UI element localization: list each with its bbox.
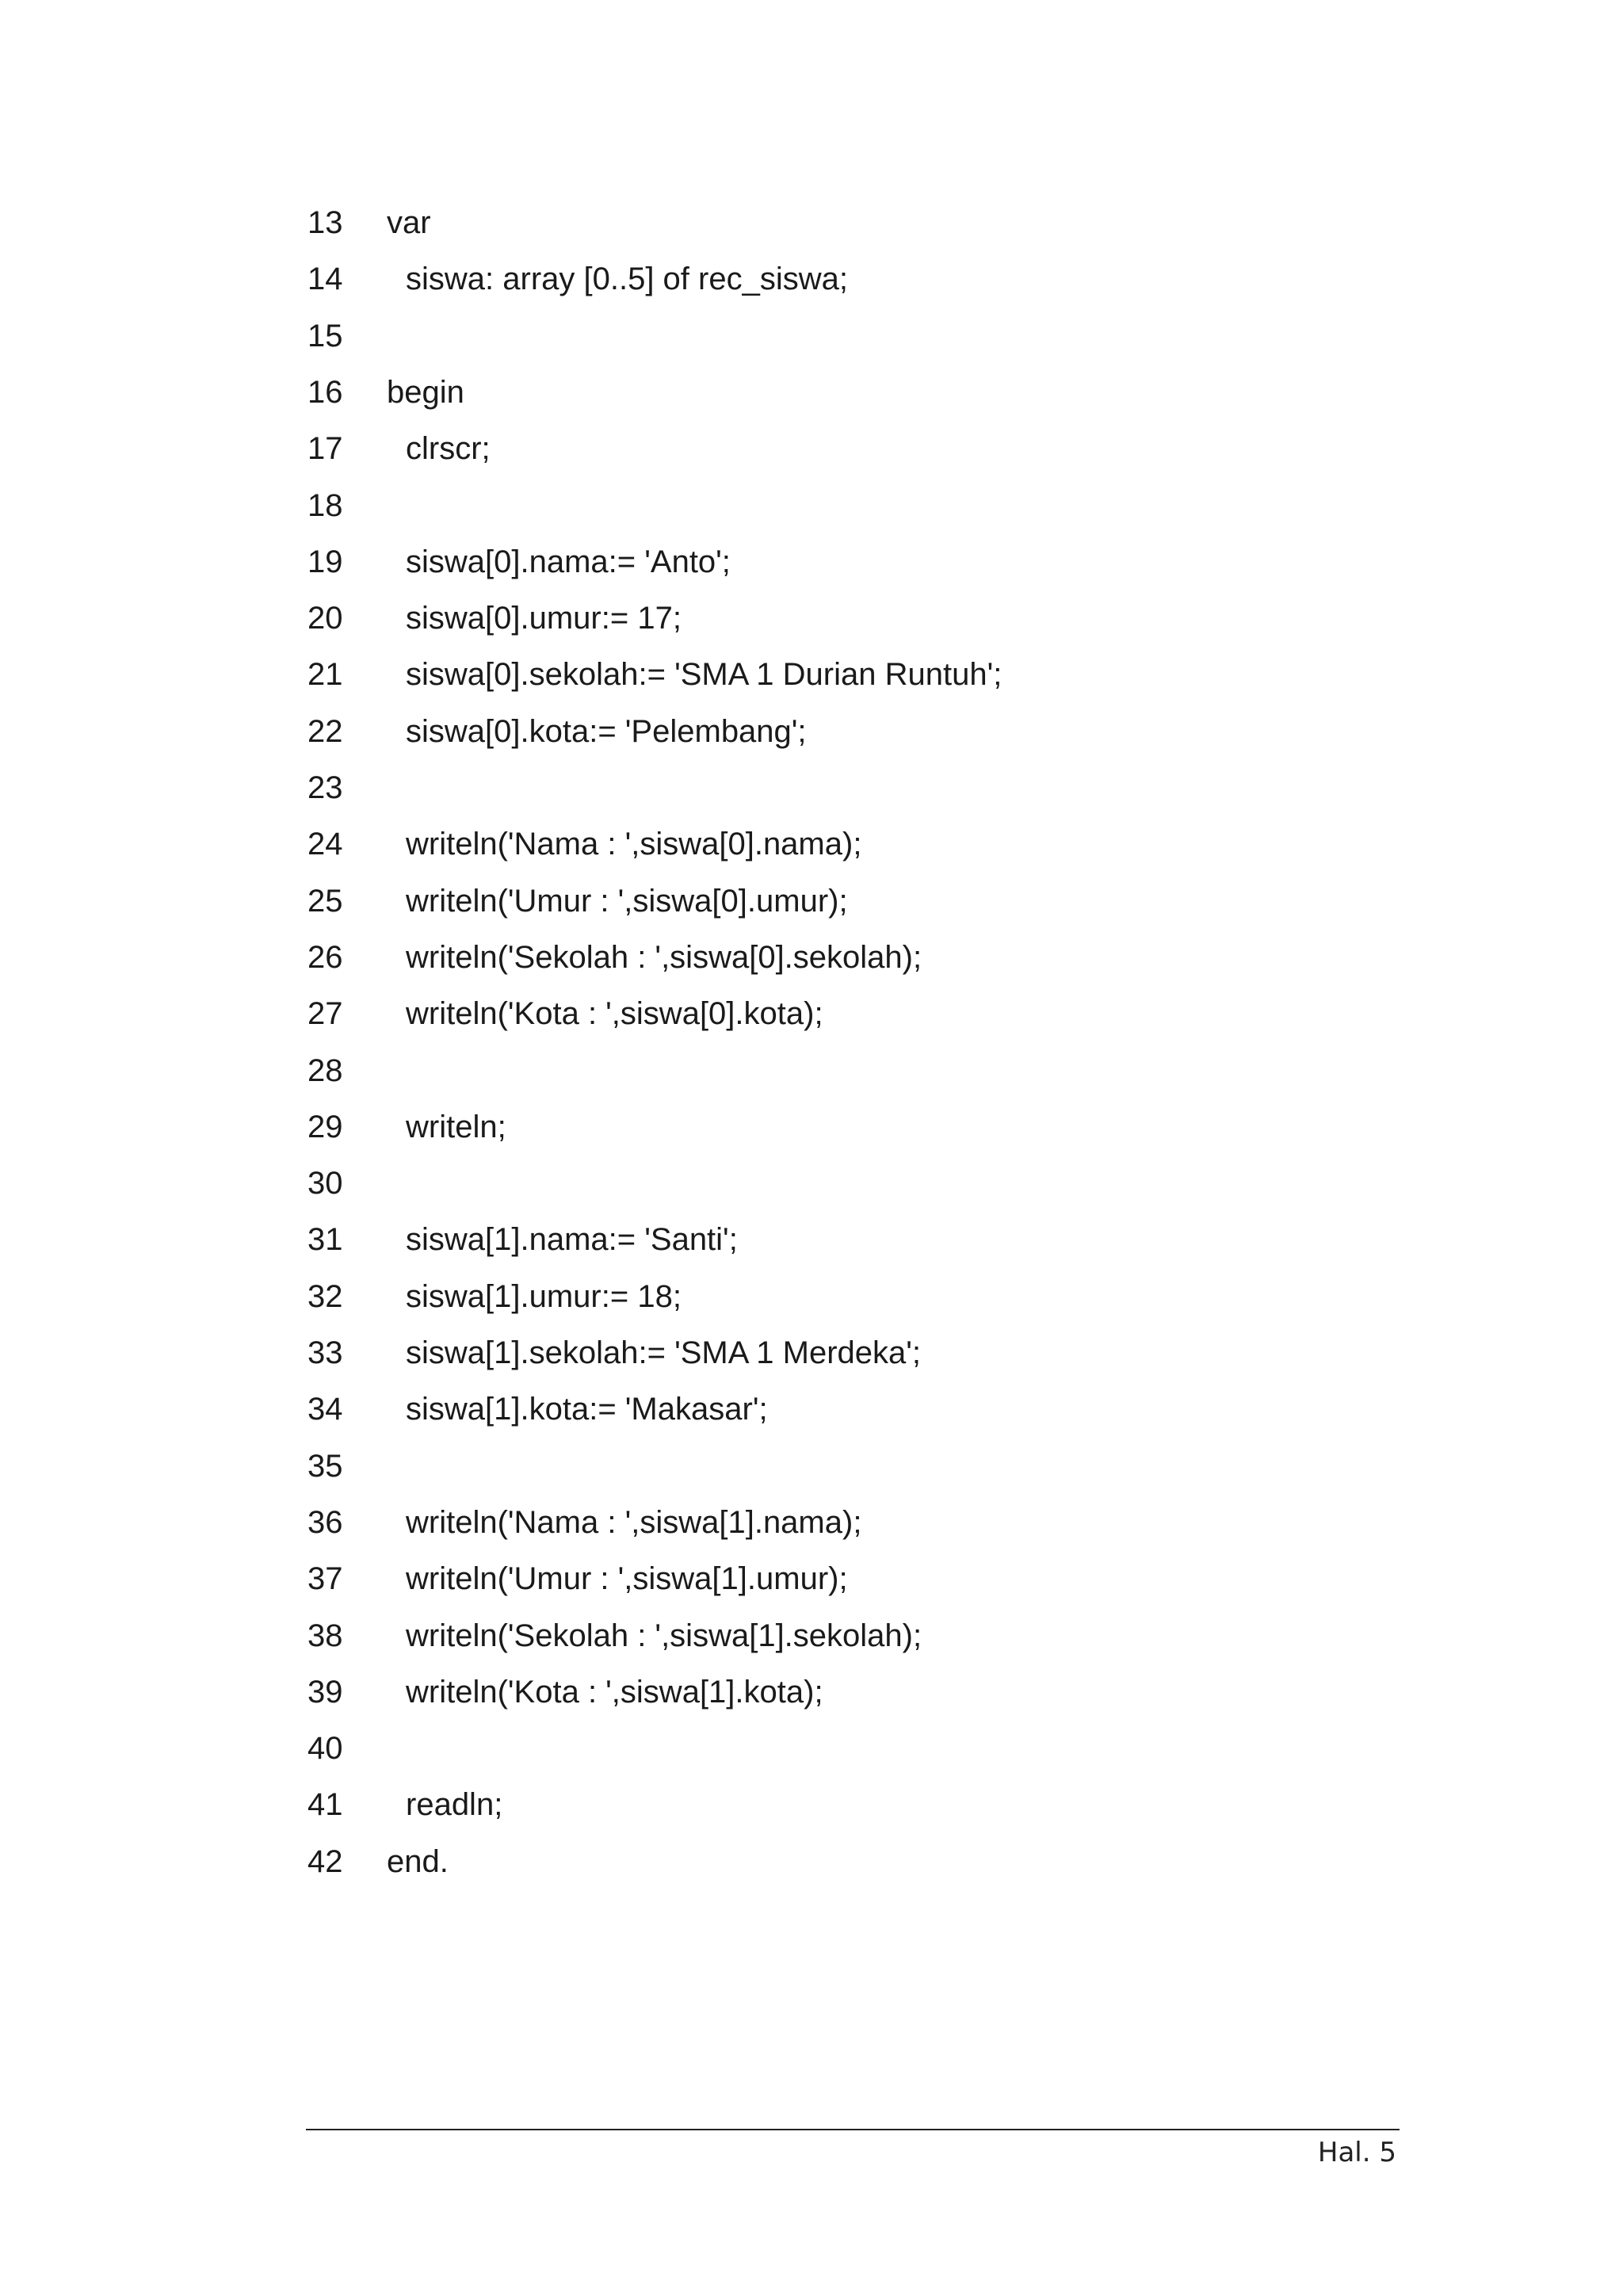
code-line: [0, 816, 1623, 873]
line-number: 39: [307, 1674, 343, 1710]
line-code: siswa[0].umur:= 17;: [406, 601, 682, 636]
code-line: [0, 1211, 1623, 1268]
code-line: [0, 1720, 1623, 1777]
code-line: [0, 1833, 1623, 1890]
line-code: writeln('Kota : ',siswa[1].kota);: [406, 1674, 823, 1710]
line-number: 23: [307, 770, 343, 805]
line-number: 37: [307, 1561, 343, 1597]
code-line: [0, 308, 1623, 365]
footer-divider: [306, 2129, 1400, 2130]
line-number: 31: [307, 1222, 343, 1258]
line-code: siswa[1].umur:= 18;: [406, 1278, 682, 1314]
line-number: 16: [307, 374, 343, 410]
code-line: [0, 1324, 1623, 1381]
line-number: 18: [307, 487, 343, 523]
code-line: [0, 759, 1623, 816]
line-number: 36: [307, 1504, 343, 1540]
line-code: siswa[0].sekolah:= 'SMA 1 Durian Runtuh';: [406, 657, 1002, 693]
line-code: clrscr;: [406, 431, 491, 467]
line-number: 24: [307, 827, 343, 862]
line-number: 27: [307, 996, 343, 1032]
code-line: [0, 1098, 1623, 1156]
line-code: siswa[0].nama:= 'Anto';: [406, 544, 731, 579]
line-code: siswa[0].kota:= 'Pelembang';: [406, 713, 807, 749]
code-line: [0, 646, 1623, 703]
line-code: siswa[1].sekolah:= 'SMA 1 Merdeka';: [406, 1335, 922, 1370]
code-line: [0, 250, 1623, 308]
line-code: writeln('Kota : ',siswa[0].kota);: [406, 996, 823, 1032]
line-number: 21: [307, 657, 343, 693]
line-code: siswa[1].nama:= 'Santi';: [406, 1222, 738, 1258]
line-number: 22: [307, 713, 343, 749]
line-code: writeln('Nama : ',siswa[0].nama);: [406, 827, 862, 862]
line-code: writeln('Nama : ',siswa[1].nama);: [406, 1504, 862, 1540]
code-line: [0, 420, 1623, 477]
code-line: [0, 703, 1623, 760]
code-line: [0, 1607, 1623, 1664]
code-line: [0, 1494, 1623, 1551]
code-line: [0, 1155, 1623, 1212]
line-code: siswa: array [0..5] of rec_siswa;: [406, 262, 848, 297]
code-line: [0, 364, 1623, 421]
code-line: [0, 1550, 1623, 1607]
line-number: 29: [307, 1109, 343, 1144]
line-number: 40: [307, 1731, 343, 1767]
code-line: [0, 194, 1623, 251]
line-number: 33: [307, 1335, 343, 1370]
code-line: [0, 533, 1623, 590]
line-code: writeln;: [406, 1109, 506, 1144]
line-number: 20: [307, 601, 343, 636]
line-number: 14: [307, 262, 343, 297]
line-code: var: [387, 205, 431, 240]
code-line: [0, 1776, 1623, 1833]
line-number: 32: [307, 1278, 343, 1314]
line-code: writeln('Umur : ',siswa[0].umur);: [406, 883, 848, 919]
line-number: 26: [307, 939, 343, 975]
code-line: [0, 590, 1623, 647]
line-number: 38: [307, 1618, 343, 1653]
line-code: end.: [387, 1843, 449, 1879]
line-number: 42: [307, 1843, 343, 1879]
line-number: 28: [307, 1052, 343, 1088]
line-number: 13: [307, 205, 343, 240]
code-line: [0, 929, 1623, 986]
line-code: begin: [387, 374, 464, 410]
code-line: [0, 985, 1623, 1042]
page-number: Hal. 5: [1317, 2137, 1396, 2168]
code-line: [0, 1438, 1623, 1495]
line-number: 17: [307, 431, 343, 467]
line-number: 41: [307, 1787, 343, 1823]
line-number: 35: [307, 1448, 343, 1484]
line-number: 15: [307, 318, 343, 353]
code-line: [0, 1268, 1623, 1325]
code-line: [0, 873, 1623, 930]
line-number: 34: [307, 1392, 343, 1427]
line-code: siswa[1].kota:= 'Makasar';: [406, 1392, 768, 1427]
line-number: 25: [307, 883, 343, 919]
line-number: 19: [307, 544, 343, 579]
line-code: readln;: [406, 1787, 503, 1823]
code-line: [0, 1664, 1623, 1721]
line-code: writeln('Sekolah : ',siswa[0].sekolah);: [406, 939, 922, 975]
line-code: writeln('Umur : ',siswa[1].umur);: [406, 1561, 848, 1597]
code-line: [0, 477, 1623, 534]
line-number: 30: [307, 1166, 343, 1201]
line-code: writeln('Sekolah : ',siswa[1].sekolah);: [406, 1618, 922, 1653]
code-line: [0, 1381, 1623, 1438]
code-line: [0, 1042, 1623, 1099]
